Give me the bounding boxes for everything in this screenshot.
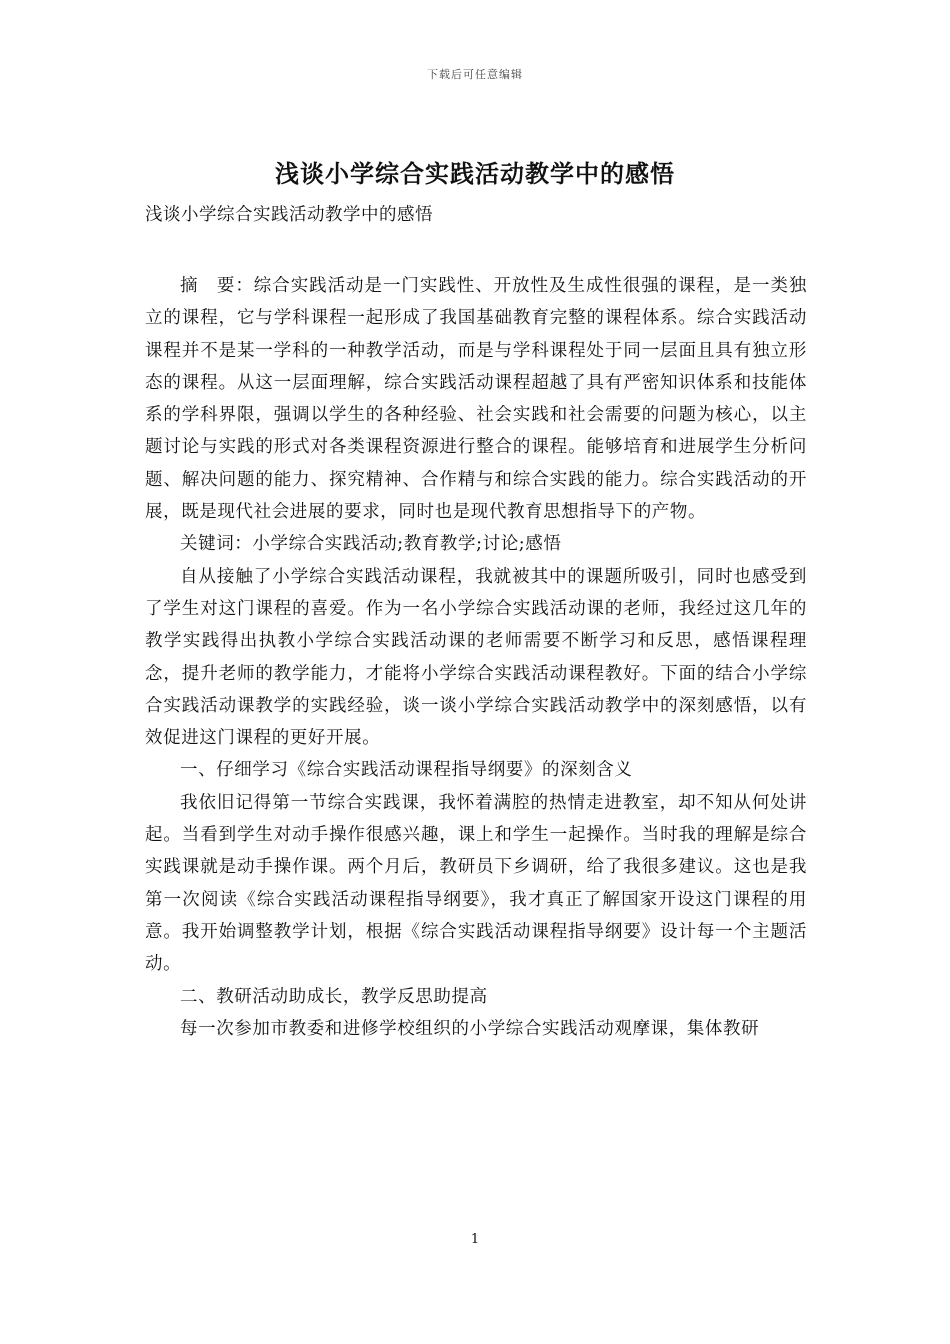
- document-title: 浅谈小学综合实践活动教学中的感悟: [275, 159, 675, 188]
- keywords-paragraph: 关键词：小学综合实践活动;教育教学;讨论;感悟: [180, 534, 562, 555]
- intro-paragraph: 自从接触了小学综合实践活动课程，我就被其中的课题所吸引，同时也感受到了学生对这门课程的喜爱。作为一名小学综合实践活动课的老师，我经过这几年的教学实践得出执教小学综合实践活动课的老师需要不断学习和反思，感悟课程理念，提升老师的教学能力，才能将小学综合实践活动课程教好。下面的结合小学综合实践活动课教学的实践经验，谈一谈小学综合实践活动教学中的深刻感悟，以有效促进这门课程的更好开展。: [145, 566, 807, 749]
- page-number: 1: [470, 1232, 480, 1247]
- abstract-paragraph: 摘 要：综合实践活动是一门实践性、开放性及生成性很强的课程，是一类独立的课程，它与学科课程一起形成了我国基础教育完整的课程体系。综合实践活动课程并不是某一学科的一种教学活动，而是与学科课程处于同一层面且具有独立形态的课程。从这一层面理解，综合实践活动课程超越了具有严密知识体系和技能体系的学科界限，强调以学生的各种经验、社会实践和社会需要的问题为核心，以主题讨论与实践的形式对各类课程资源进行整合的课程。能够培育和进展学生分析问题、解决问题的能力、探究精神、合作精与和综合实践的能力。综合实践活动的开展，既是现代社会进展的要求，同时也是现代教育思想指导下的产物。: [145, 276, 807, 523]
- section-heading-1: 一、仔细学习《综合实践活动课程指导纲要》的深刻含义: [180, 760, 633, 781]
- section-heading-2: 二、教研活动助成长，教学反思助提高: [180, 986, 488, 1007]
- section-1-paragraph: 我依旧记得第一节综合实践课，我怀着满腔的热情走进教室，却不知从何处讲起。当看到学生对动手操作很感兴趣，课上和学生一起操作。当时我的理解是综合实践课就是动手操作课。两个月后，教研员下乡调研，给了我很多建议。这也是我第一次阅读《综合实践活动课程指导纲要》，我才真正了解国家开设这门课程的用意。我开始调整教学计划，根据《综合实践活动课程指导纲要》设计每一个主题活动。: [145, 792, 807, 975]
- document-body: [145, 270, 807, 1045]
- header-note: 下载后可任意编辑: [427, 68, 523, 81]
- document-subtitle: 浅谈小学综合实践活动教学中的感悟: [145, 205, 433, 225]
- section-2-paragraph: 每一次参加市教委和进修学校组织的小学综合实践活动观摩课，集体教研: [180, 1018, 760, 1039]
